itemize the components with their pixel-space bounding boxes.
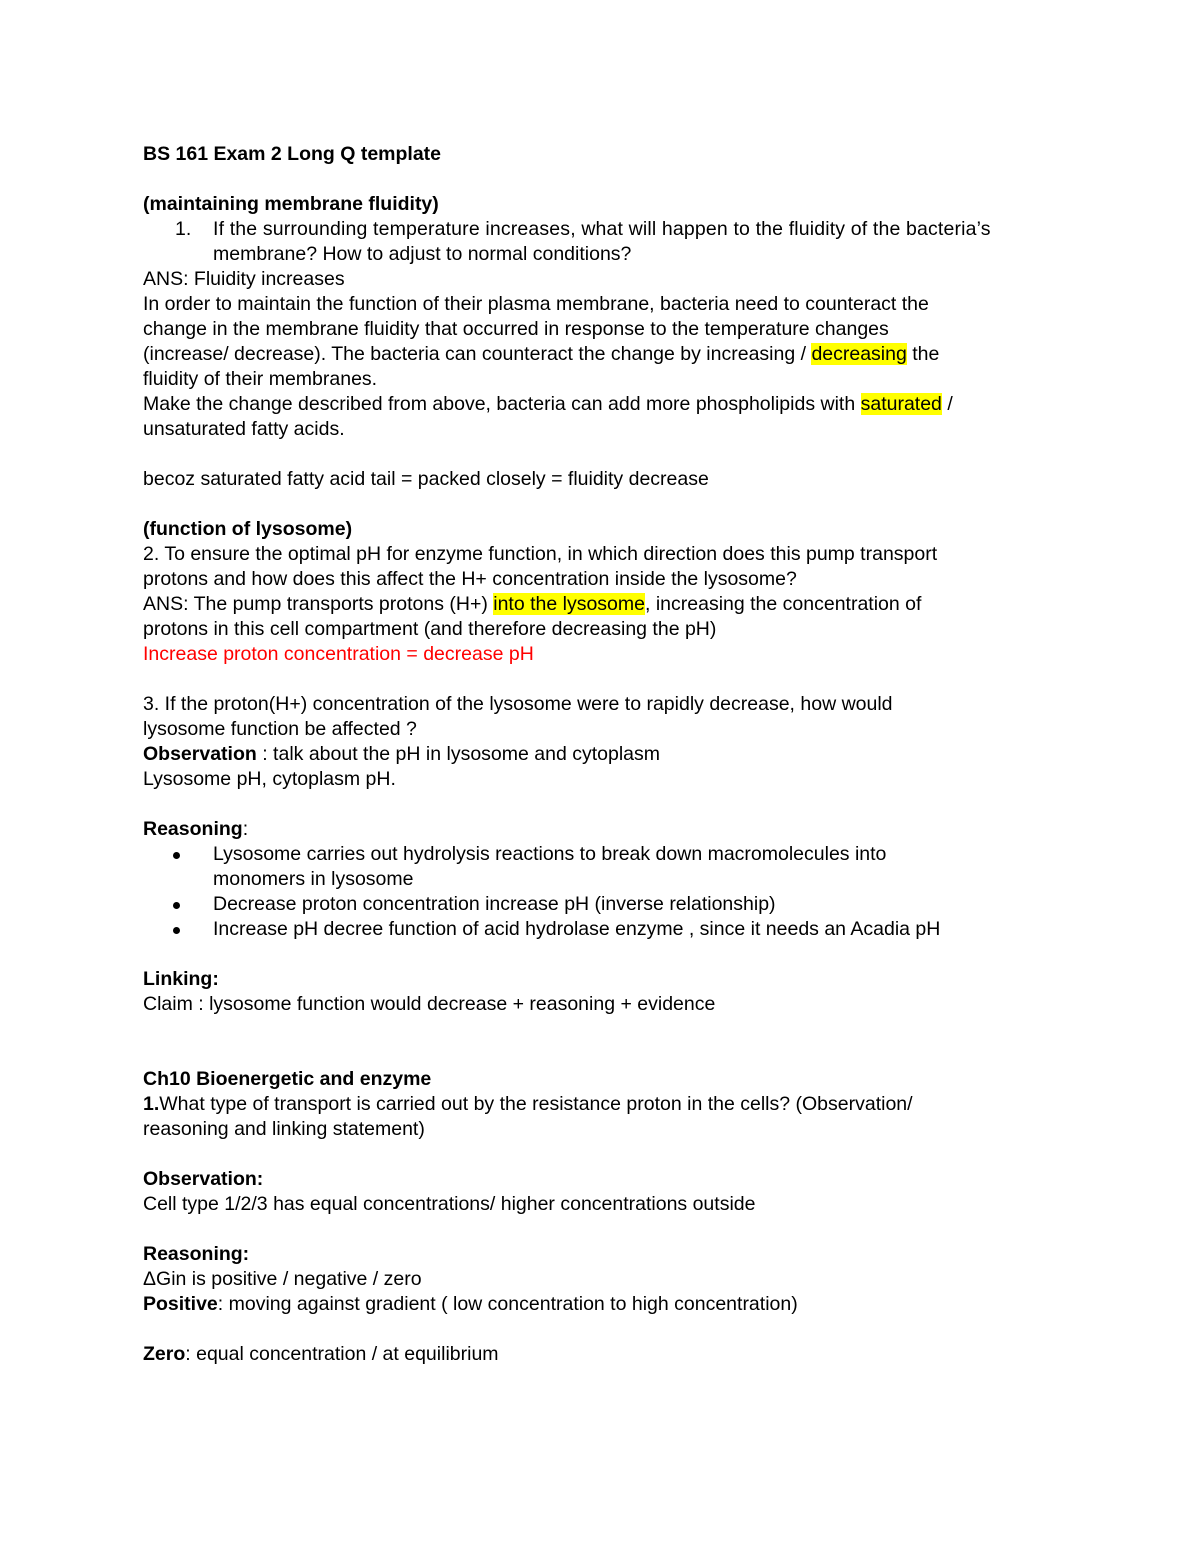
document-page — [143, 142, 1063, 1367]
question-number: 1. — [175, 218, 192, 240]
text-segment: , increasing the concentration of — [645, 593, 922, 615]
highlighted-text: into the lysosome — [493, 593, 645, 615]
zero-label: Zero — [143, 1343, 186, 1365]
spacer — [143, 492, 1063, 517]
linking-label: Linking: — [143, 968, 219, 990]
text-segment: : talk about the pH in lysosome and cytoplasm — [256, 743, 661, 765]
text-segment: (increase/ decrease). The bacteria can counteract the change by increasing / — [143, 343, 812, 365]
section-heading-lysosome: (function of lysosome) — [143, 518, 353, 540]
bullet-icon — [173, 902, 180, 909]
text-segment: : moving against gradient ( low concentration to high concentration) — [217, 1293, 798, 1315]
bullet-icon — [173, 852, 180, 859]
section-heading-membrane-fluidity: (maintaining membrane fluidity) — [143, 193, 439, 215]
reasoning-label: Reasoning: — [143, 1243, 250, 1265]
question-number: 1. — [143, 1093, 160, 1115]
note-line: becoz saturated fatty acid tail = packed closely = fluidity decrease — [143, 468, 709, 490]
text-segment: What type of transport is carried out by the resistance proton in the cells? (Observation/ — [159, 1093, 913, 1115]
linking-text: Claim : lysosome function would decrease + reasoning + evidence — [143, 993, 716, 1015]
reasoning-label: Reasoning — [143, 818, 243, 840]
answer-line: protons in this cell compartment (and therefore decreasing the pH) — [143, 618, 717, 640]
positive-label: Positive — [143, 1293, 218, 1315]
question-text-line: protons and how does this affect the H+ concentration inside the lysosome? — [143, 568, 797, 590]
text-segment: : — [242, 818, 249, 840]
spacer — [143, 1017, 1063, 1042]
positive-line — [143, 1292, 1063, 1317]
text-segment: : equal concentration / at equilibrium — [185, 1343, 499, 1365]
question-text-line: lysosome function be affected ? — [143, 718, 417, 740]
observation-text: Cell type 1/2/3 has equal concentrations/ higher concentrations outside — [143, 1193, 756, 1215]
section-heading-bioenergetics: Ch10 Bioenergetic and enzyme — [143, 1068, 432, 1090]
bullet-text-line: Lysosome carries out hydrolysis reactions to break down macromolecules into — [213, 843, 887, 865]
spacer — [143, 792, 1063, 817]
red-note: Increase proton concentration = decrease pH — [143, 643, 534, 665]
delta-g-line: ΔGin is positive / negative / zero — [143, 1268, 422, 1290]
zero-line — [143, 1342, 1063, 1367]
highlighted-text: decreasing — [811, 343, 907, 365]
paragraph-line: fluidity of their membranes. — [143, 368, 378, 390]
reasoning-heading — [143, 817, 1063, 842]
question-1-membrane — [143, 217, 1063, 267]
bullet-item — [143, 892, 1063, 917]
answer-line: ANS: Fluidity increases — [143, 268, 345, 290]
reasoning-bullet-list — [143, 842, 1063, 942]
answer-line — [143, 592, 1063, 617]
observation-line — [143, 742, 1063, 767]
spacer — [143, 1317, 1063, 1342]
spacer — [143, 167, 1063, 192]
bullet-text-line: Increase pH decree function of acid hydrolase enzyme , since it needs an Acadia pH — [213, 918, 941, 940]
text-segment: Make the change described from above, bacteria can add more phospholipids with — [143, 393, 861, 415]
paragraph-line: change in the membrane fluidity that occurred in response to the temperature changes — [143, 318, 889, 340]
spacer — [143, 1217, 1063, 1242]
spacer — [143, 667, 1063, 692]
question-text-line: If the surrounding temperature increases, what will happen to the fluidity of the bacteria’s — [213, 218, 991, 240]
bullet-text-line: monomers in lysosome — [213, 868, 414, 890]
bullet-item — [143, 917, 1063, 942]
observation-label: Observation: — [143, 1168, 264, 1190]
spacer — [143, 942, 1063, 967]
spacer — [143, 1042, 1063, 1067]
question-text-line: 2. To ensure the optimal pH for enzyme function, in which direction does this pump transport — [143, 543, 938, 565]
observation-label: Observation — [143, 743, 257, 765]
observation-line: Lysosome pH, cytoplasm pH. — [143, 768, 396, 790]
text-segment: the — [906, 343, 940, 365]
paragraph-line: In order to maintain the function of their plasma membrane, bacteria need to counteract the — [143, 293, 929, 315]
paragraph-line — [143, 392, 1063, 417]
spacer — [143, 442, 1063, 467]
text-segment: ANS: The pump transports protons (H+) — [143, 593, 494, 615]
question-text-line: 3. If the proton(H+) concentration of the lysosome were to rapidly decrease, how would — [143, 693, 893, 715]
text-segment: / — [941, 393, 953, 415]
spacer — [143, 1142, 1063, 1167]
bullet-item — [143, 842, 1063, 892]
paragraph-line — [143, 342, 1063, 367]
question-text-line: reasoning and linking statement) — [143, 1118, 425, 1140]
question-text-line: membrane? How to adjust to normal conditions? — [213, 243, 632, 265]
highlighted-text: saturated — [860, 393, 942, 415]
question-text-line — [143, 1092, 1063, 1117]
document-title: BS 161 Exam 2 Long Q template — [143, 143, 442, 165]
bullet-text-line: Decrease proton concentration increase pH (inverse relationship) — [213, 893, 776, 915]
bullet-icon — [173, 927, 180, 934]
paragraph-line: unsaturated fatty acids. — [143, 418, 345, 440]
